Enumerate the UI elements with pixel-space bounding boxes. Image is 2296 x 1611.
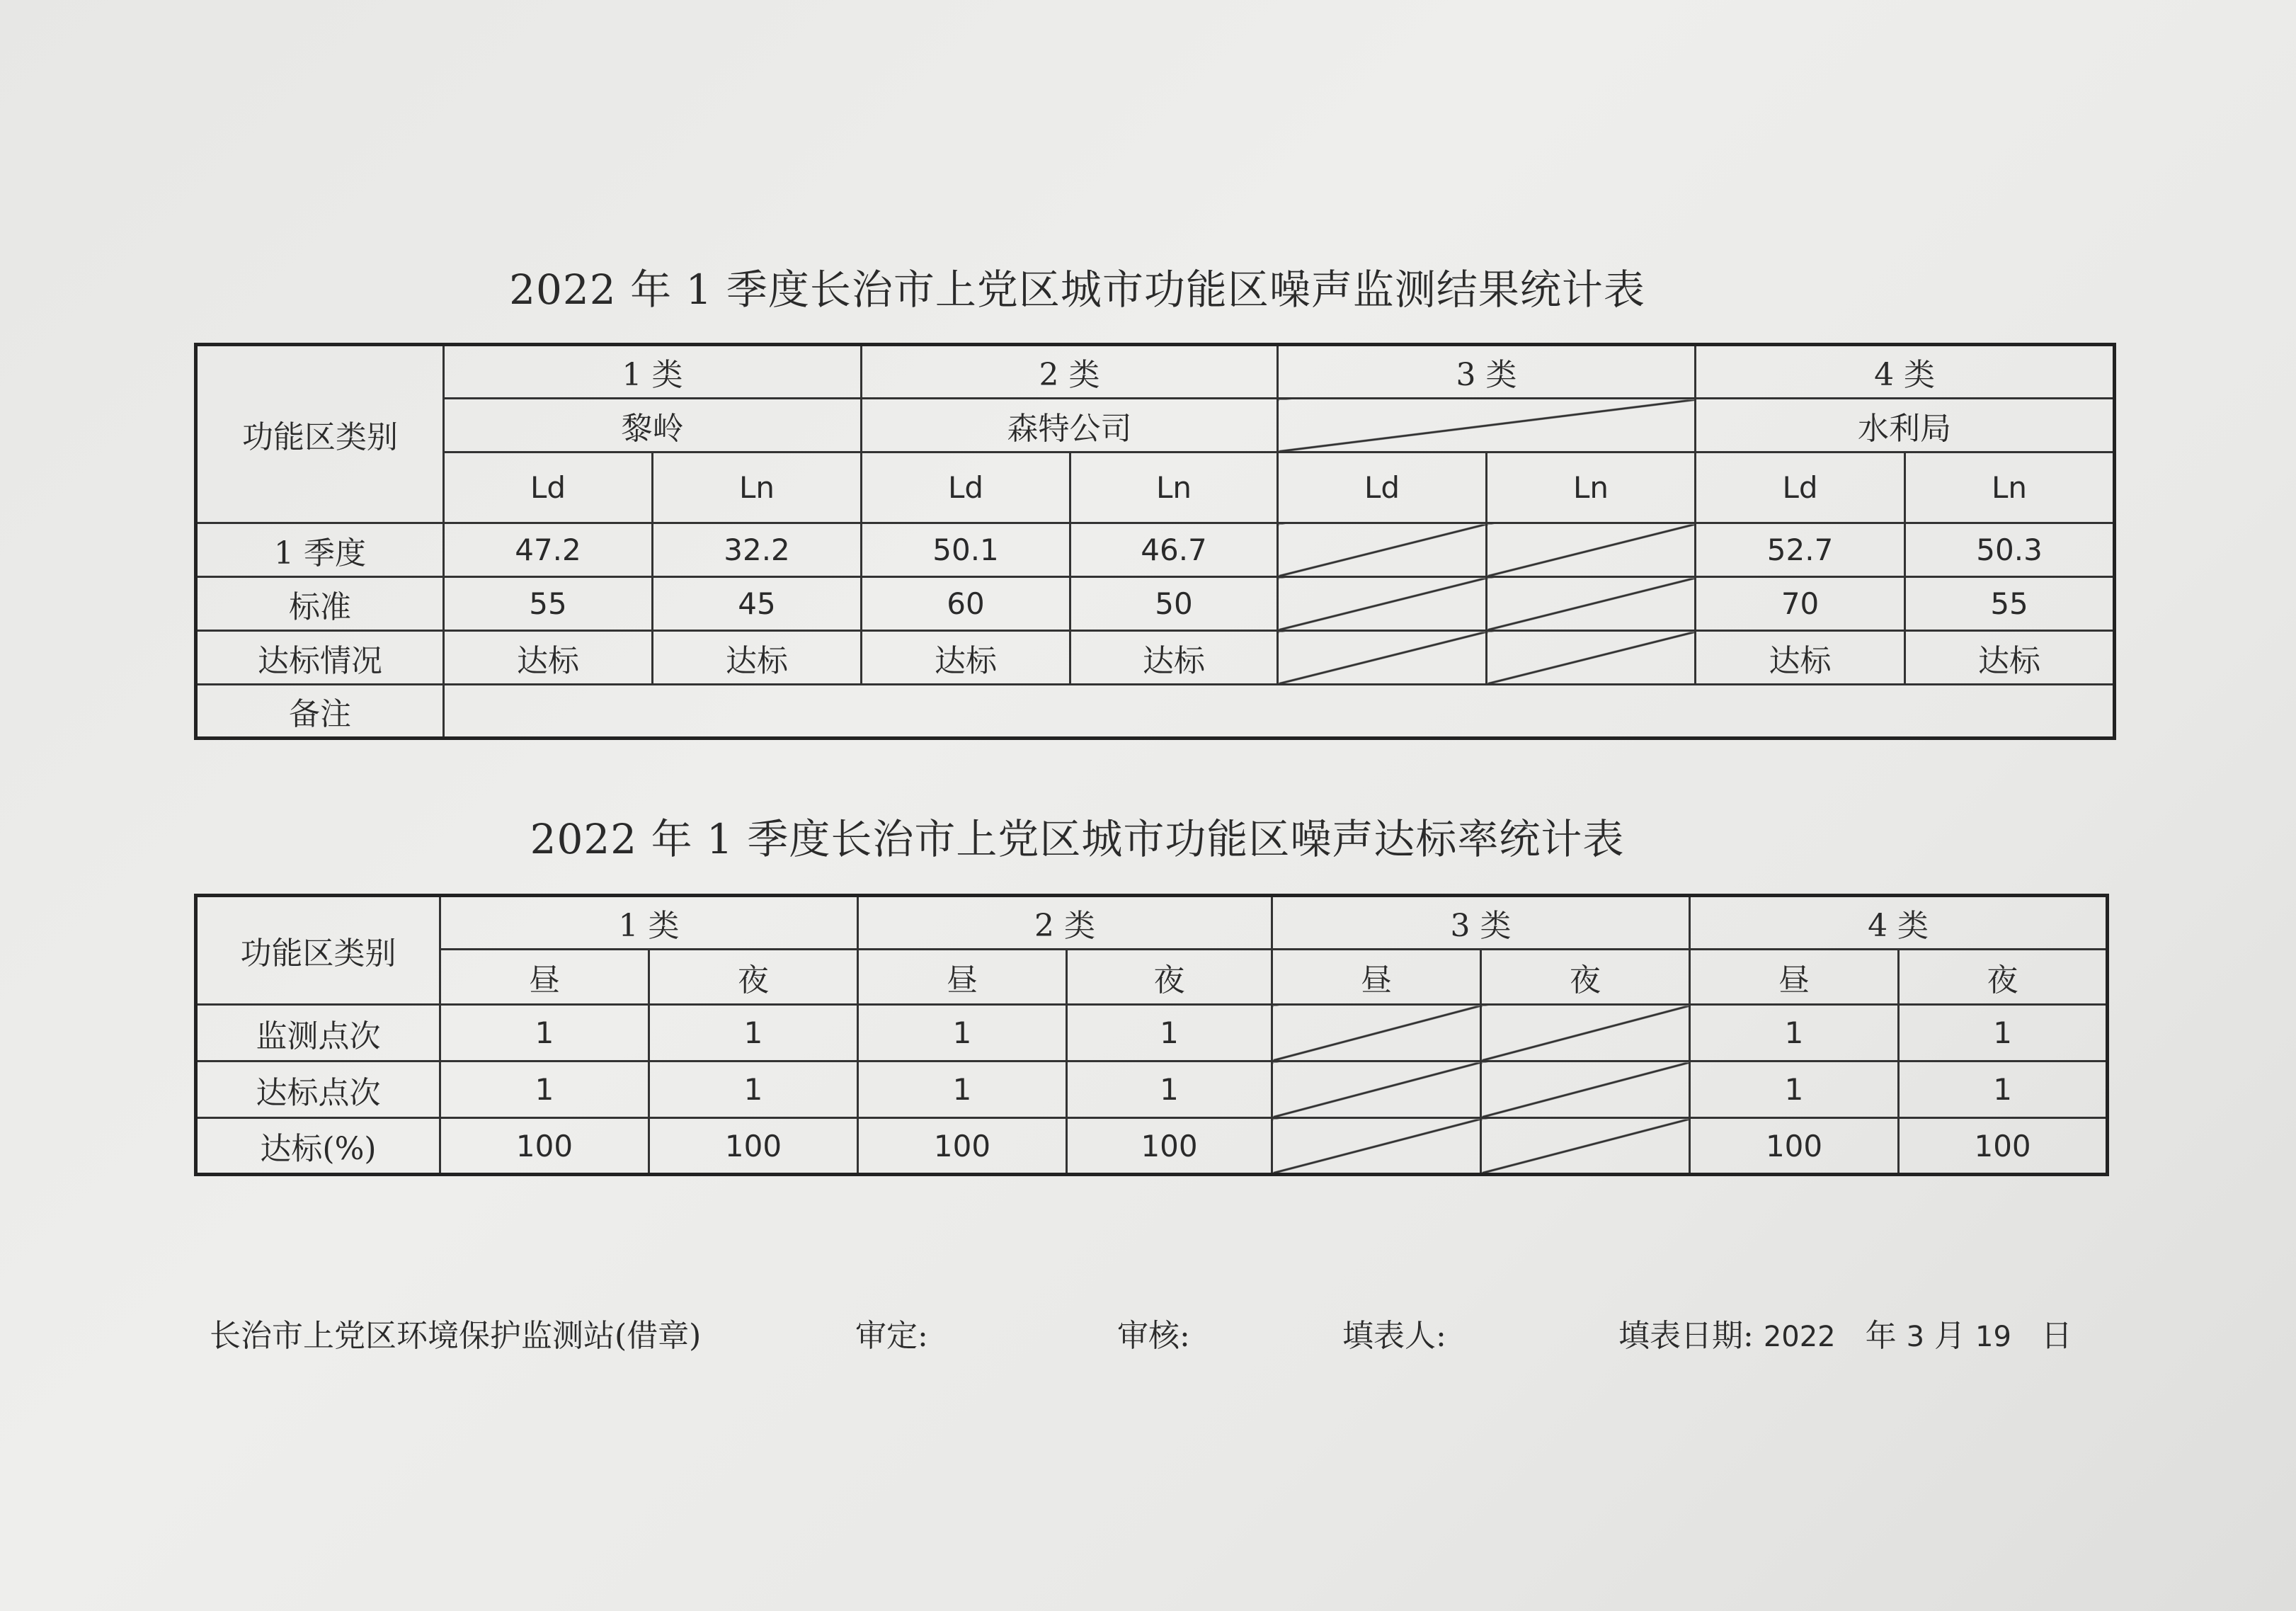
t2-cell: 100 — [1690, 1118, 1899, 1175]
t2-subcol: 昼 — [858, 950, 1067, 1005]
t2-subcol: 夜 — [1067, 950, 1272, 1005]
t1-cell-empty — [1487, 577, 1696, 631]
table2-title: 2022 年 1 季度长治市上党区城市功能区噪声达标率统计表 — [530, 815, 1625, 863]
t2-cell: 1 — [858, 1005, 1067, 1061]
t1-cell: 32.2 — [653, 523, 862, 577]
t1-row-label: 标准 — [196, 577, 444, 631]
t1-cell-empty — [1278, 631, 1487, 685]
t2-subcol: 夜 — [1481, 950, 1690, 1005]
t2-row-label: 监测点次 — [196, 1005, 440, 1061]
t2-cell: 100 — [1899, 1118, 2108, 1175]
table-row — [196, 631, 2115, 685]
t2-cell: 1 — [1899, 1005, 2108, 1061]
t2-cell: 1 — [649, 1061, 858, 1118]
t1-cell-empty — [1278, 523, 1487, 577]
t2-subcol: 昼 — [1690, 950, 1899, 1005]
t1-subcol: Ln — [653, 452, 862, 523]
t2-class-4: 4 类 — [1690, 896, 2108, 950]
t1-cell: 达标 — [862, 631, 1070, 685]
approved-label: 审定: — [855, 1318, 928, 1354]
table-row — [196, 1005, 2108, 1061]
t1-subcol: Ln — [1905, 452, 2115, 523]
t1-site-3-empty — [1278, 399, 1696, 452]
t1-site-2: 森特公司 — [862, 399, 1278, 452]
t2-cell: 1 — [649, 1005, 858, 1061]
t1-class-4: 4 类 — [1696, 345, 2115, 399]
date-month: 3 — [1906, 1321, 1925, 1353]
t1-cell-empty — [1278, 577, 1487, 631]
t2-cell: 1 — [858, 1061, 1067, 1118]
t2-cell: 1 — [1067, 1005, 1272, 1061]
table-row — [196, 1118, 2108, 1175]
t1-cell: 46.7 — [1070, 523, 1278, 577]
table1-title: 2022 年 1 季度长治市上党区城市功能区噪声监测结果统计表 — [509, 266, 1645, 314]
fill-date — [1618, 1310, 2072, 1355]
t1-remark-value — [444, 685, 2115, 739]
t2-row-label: 达标(%) — [196, 1118, 440, 1175]
t1-cell: 55 — [444, 577, 653, 631]
date-month-unit: 月 — [1934, 1318, 1966, 1354]
t1-cell: 52.7 — [1696, 523, 1905, 577]
station-name: 长治市上党区环境保护监测站(借章) — [210, 1318, 702, 1354]
t1-subcol: Ln — [1070, 452, 1278, 523]
t2-cell: 1 — [1690, 1005, 1899, 1061]
t1-remark-label: 备注 — [196, 685, 444, 739]
t1-cell: 达标 — [653, 631, 862, 685]
t1-subcol: Ld — [444, 452, 653, 523]
table-row — [196, 1061, 2108, 1118]
t2-class-2: 2 类 — [858, 896, 1272, 950]
t1-cell-empty — [1487, 523, 1696, 577]
t2-subcol: 昼 — [440, 950, 649, 1005]
t1-cell: 55 — [1905, 577, 2115, 631]
t2-subcol: 夜 — [1899, 950, 2108, 1005]
date-day: 19 — [1975, 1321, 2011, 1353]
t2-cell-empty — [1272, 1061, 1481, 1118]
t1-row-label: 达标情况 — [196, 631, 444, 685]
t1-cell: 50.3 — [1905, 523, 2115, 577]
t1-class-3: 3 类 — [1278, 345, 1696, 399]
t1-row-label: 1 季度 — [196, 523, 444, 577]
t1-cell-empty — [1487, 631, 1696, 685]
date-year: 2022 — [1763, 1321, 1836, 1353]
t1-cell: 达标 — [1905, 631, 2115, 685]
t2-cell: 100 — [649, 1118, 858, 1175]
t1-subcol: Ld — [1696, 452, 1905, 523]
filled-by-label: 填表人: — [1342, 1318, 1446, 1354]
t2-cell: 100 — [858, 1118, 1067, 1175]
t1-subcol: Ln — [1487, 452, 1696, 523]
t1-cell: 60 — [862, 577, 1070, 631]
t1-subcol: Ld — [862, 452, 1070, 523]
t2-cell: 1 — [1690, 1061, 1899, 1118]
reviewed-label: 审核: — [1117, 1318, 1190, 1354]
t2-class-1: 1 类 — [440, 896, 858, 950]
t2-cell: 100 — [1067, 1118, 1272, 1175]
t1-cell: 45 — [653, 577, 862, 631]
date-day-unit: 日 — [2040, 1318, 2072, 1354]
t1-cell: 50.1 — [862, 523, 1070, 577]
t1-cell: 47.2 — [444, 523, 653, 577]
table-row — [196, 685, 2115, 739]
t1-cell: 70 — [1696, 577, 1905, 631]
t1-cell: 达标 — [1070, 631, 1278, 685]
table-row — [196, 577, 2115, 631]
t2-cell-empty — [1481, 1061, 1690, 1118]
t2-cell-empty — [1481, 1118, 1690, 1175]
table-row — [196, 523, 2115, 577]
noise-results-table — [194, 343, 2116, 740]
t2-subcol: 夜 — [649, 950, 858, 1005]
t2-cell-empty — [1481, 1005, 1690, 1061]
t2-cell: 1 — [440, 1061, 649, 1118]
t1-cell: 达标 — [444, 631, 653, 685]
t2-cell-empty — [1272, 1005, 1481, 1061]
t2-subcol: 昼 — [1272, 950, 1481, 1005]
t2-cell: 1 — [1067, 1061, 1272, 1118]
t2-row-label: 达标点次 — [196, 1061, 440, 1118]
t1-cell: 达标 — [1696, 631, 1905, 685]
t2-row-header: 功能区类别 — [196, 896, 440, 1005]
t2-class-3: 3 类 — [1272, 896, 1690, 950]
date-year-unit: 年 — [1865, 1318, 1897, 1354]
t1-cell: 50 — [1070, 577, 1278, 631]
compliance-rate-table — [194, 894, 2109, 1176]
t1-site-4: 水利局 — [1696, 399, 2115, 452]
t2-cell: 1 — [1899, 1061, 2108, 1118]
t2-cell: 1 — [440, 1005, 649, 1061]
t1-class-1: 1 类 — [444, 345, 862, 399]
date-label: 填表日期: — [1618, 1318, 1754, 1354]
t1-class-2: 2 类 — [862, 345, 1278, 399]
t2-cell-empty — [1272, 1118, 1481, 1175]
t1-subcol: Ld — [1278, 452, 1487, 523]
t1-row-header: 功能区类别 — [196, 345, 444, 523]
t2-cell: 100 — [440, 1118, 649, 1175]
t1-site-1: 黎岭 — [444, 399, 862, 452]
